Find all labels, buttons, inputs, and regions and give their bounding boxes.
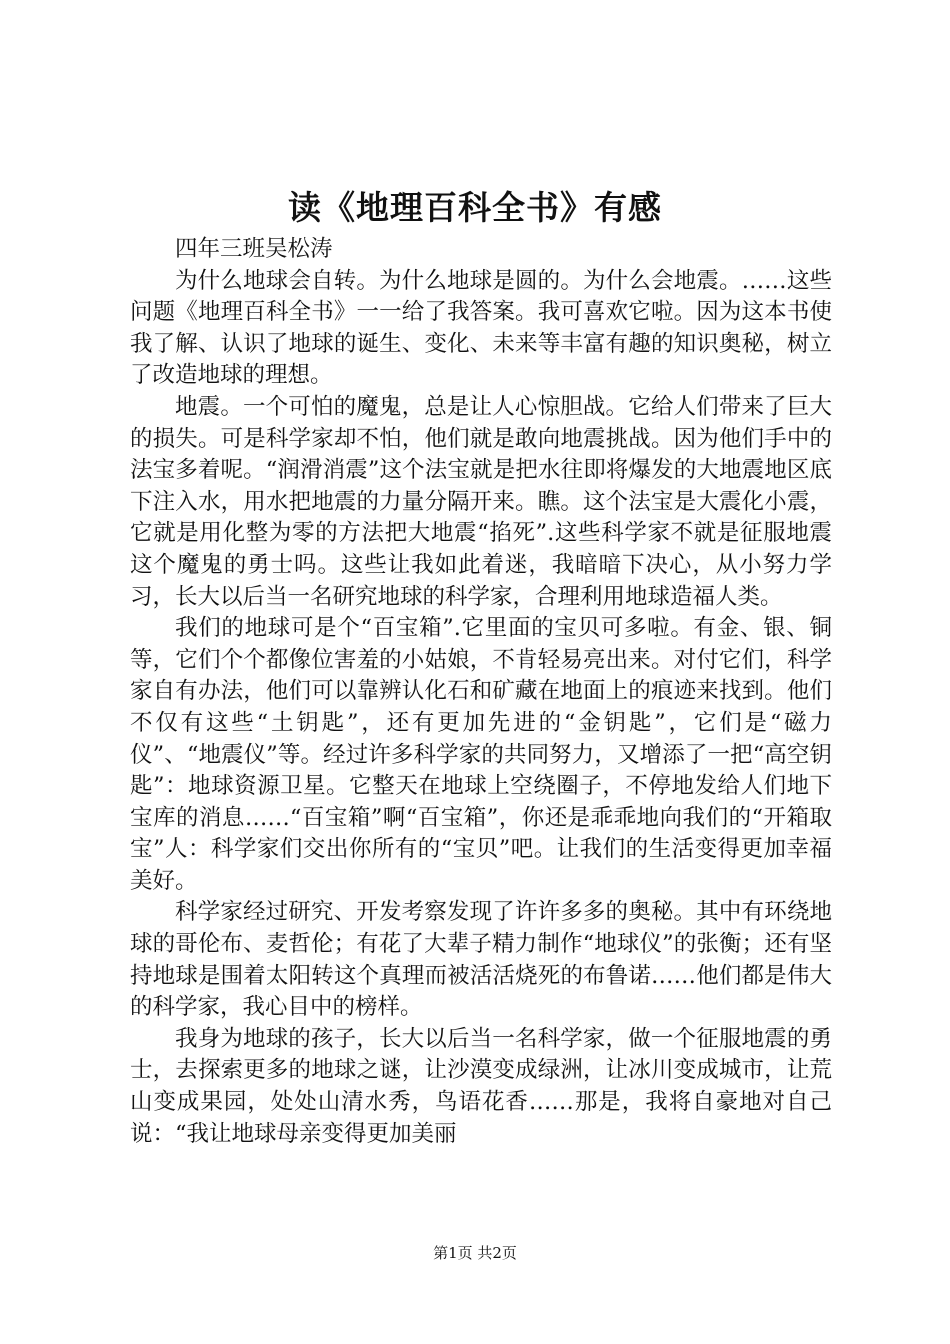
paragraph-1: 为什么地球会自转。为什么地球是圆的。为什么会地震。……这些问题《地理百科全书》一一给了我答案。我可喜欢它啦。因为这本书使我了解、认识了地球的诞生、变化、未来等丰富有趣的知识奥秘，树立了改造地球的理想。 <box>130 267 832 389</box>
paragraph-5: 我身为地球的孩子，长大以后当一名科学家，做一个征服地震的勇士，去探索更多的地球之谜，让沙漠变成绿洲，让冰川变成城市，让荒山变成果园，处处山清水秀，鸟语花香……那是，我将自豪地对自己说：“我让地球母亲变得更加美丽 <box>130 1025 832 1147</box>
page-footer: 第1页 共2页 <box>433 1244 517 1262</box>
paragraph-4: 科学家经过研究、开发考察发现了许许多多的奥秘。其中有环绕地球的哥伦布、麦哲伦；有花了大辈子精力制作“地球仪”的张衡；还有坚持地球是围着太阳转这个真理而被活活烧死的布鲁诺……他们都是伟大的科学家，我心目中的榜样。 <box>130 899 832 1021</box>
document-title: 读《地理百科全书》有感 <box>288 188 662 227</box>
document-body <box>130 234 832 1150</box>
paragraph-2: 地震。一个可怕的魔鬼，总是让人心惊胆战。它给人们带来了巨大的损失。可是科学家却不怕，他们就是敢向地震挑战。因为他们手中的法宝多着呢。“润滑消震”这个法宝就是把水往即将爆发的大地震地区底下注入水，用水把地震的力量分隔开来。瞧。这个法宝是大震化小震，它就是用化整为零的方法把大地震“掐死”.这些科学家不就是征服地震这个魔鬼的勇士吗。这些让我如此着迷，我暗暗下决心，从小努力学习，长大以后当一名研究地球的科学家，合理利用地球造福人类。 <box>130 393 832 610</box>
paragraph-3: 我们的地球可是个“百宝箱”.它里面的宝贝可多啦。有金、银、铜等，它们个个都像位害羞的小姑娘，不肯轻易亮出来。对付它们，科学家自有办法，他们可以靠辨认化石和矿藏在地面上的痕迹来找到。他们不仅有这些“土钥匙”，还有更加先进的“金钥匙”，它们是“磁力仪”、“地震仪”等。经过许多科学家的共同努力，又增添了一把“高空钥匙”：地球资源卫星。它整天在地球上空绕圈子，不停地发给人们地下宝库的消息……“百宝箱”啊“百宝箱”，你还是乖乖地向我们的“开箱取宝”人：科学家们交出你所有的“宝贝”吧。让我们的生活变得更加幸福美好。 <box>130 615 832 894</box>
author-line: 四年三班吴松涛 <box>175 236 333 262</box>
